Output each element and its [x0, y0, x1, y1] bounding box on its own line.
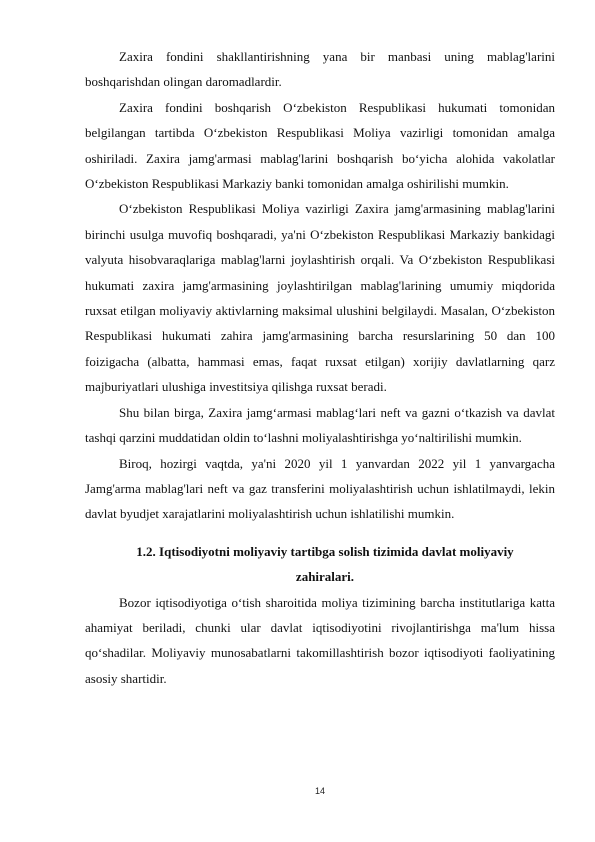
paragraph-reserve-fund-income: Zaxira fondini shakllantirishning yana bir manbasi uning mablag'larini boshqarishdan olingan daromadlardir. [85, 49, 555, 90]
section-heading: 1.2. Iqtisodiyotni moliyaviy tartibga solish tizimida davlat moliyaviy zahiralari. [136, 543, 514, 585]
paragraph-current-usage: Biroq, hozirgi vaqtda, ya'ni 2020 yil 1 yanvardan 2022 yil 1 yanvargacha Jamg'arma mablag'lari neft va gaz transferini moliyalashtirish uchun ishlatilmaydi, lekin davlat byudjet xarajatlarini moliyalashtirish uchun ishlatilishi mumkin. [85, 455, 555, 522]
paragraph-reserve-fund-management: Zaxira fondini boshqarish O‘zbekiston Respublikasi hukumati tomonidan belgilangan tartibda O‘zbekiston Respublikasi Moliya vazirligi tomonidan amalga oshiriladi. Zaxira jamg'armasi mablag'larini boshqarish bo‘yicha alohida vakolatlar O‘zbekiston Respublikasi Markaziy banki tomonidan amalga oshirilishi mumkin. [85, 99, 555, 192]
paragraph-oil-gas-transfer: Shu bilan birga, Zaxira jamg‘armasi mablag‘lari neft va gazni o‘tkazish va davlat tashqi qarzini muddatidan oldin to‘lashni moliyalashtirishga yo‘naltirilishi mumkin. [85, 404, 555, 446]
paragraph-ministry-of-finance: O‘zbekiston Respublikasi Moliya vazirligi Zaxira jamg'armasining mablag'larini birinchi usulga muvofiq boshqaradi, ya'ni O‘zbekiston Respublikasi Markaziy bankidagi valyuta hisobvaraqlariga mablag'larni joylashtirish orqali. Va O‘zbekiston Respublikasi hukumati zaxira jamg'armasining joylashtirilgan mablag'larining umumiy miqdorida ruxsat etilgan moliyaviy aktivlarning maksimal ulushini belgilaydi. Masalan, O‘zbekiston Respublikasi hukumati zahira jamg'armasining barcha resurslarining 50 dan 100 foizigacha (albatta, hammasi emas, faqat ruxsat etilgan) xorijiy davlatlarning qarz majburiyatlari ulushiga investitsiya qilishga ruxsat beradi. [85, 201, 555, 395]
document-page [85, 44, 555, 691]
page-number: 14 [314, 786, 325, 796]
paragraph-market-economy: Bozor iqtisodiyotiga o‘tish sharoitida moliya tizimining barcha institutlariga katta ahamiyat beriladi, chunki ular davlat iqtisodiyotini rivojlantirishga ma'lum hissa qo‘shadilar. Moliyaviy munosabatlarni takomillashtirish bozor iqtisodiyoti faoliyatining asosiy shartidir. [85, 594, 555, 686]
